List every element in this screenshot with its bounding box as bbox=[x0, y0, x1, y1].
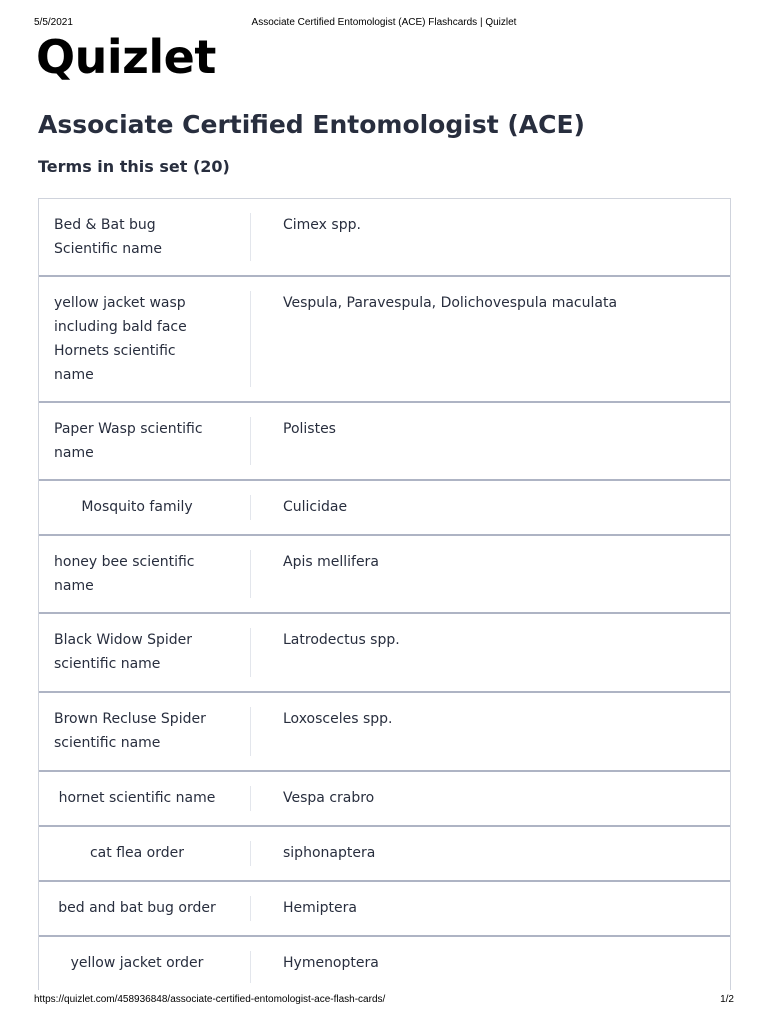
term-row bbox=[39, 772, 730, 827]
terms-heading: Terms in this set (20) bbox=[38, 157, 230, 176]
term-text: cat flea order bbox=[89, 845, 184, 861]
definition-text: Apis mellifera bbox=[283, 554, 379, 570]
term-text: Paper Wasp scientific name bbox=[54, 421, 203, 461]
set-title: Associate Certified Entomologist (ACE) bbox=[38, 110, 585, 139]
term-row bbox=[39, 693, 730, 772]
print-page-title: Associate Certified Entomologist (ACE) Flashcards | Quizlet bbox=[251, 17, 517, 28]
print-date: 5/5/2021 bbox=[34, 17, 73, 28]
page-number: 1/2 bbox=[720, 994, 734, 1005]
print-footer bbox=[34, 994, 734, 1008]
row-divider bbox=[250, 628, 251, 677]
definition-text: Vespa crabro bbox=[283, 790, 375, 806]
definition-text: Hemiptera bbox=[283, 900, 357, 916]
term-text: yellow jacket wasp including bald face Hornets scientific name bbox=[54, 295, 187, 383]
definition-text: Latrodectus spp. bbox=[283, 632, 400, 648]
definition-text: Loxosceles spp. bbox=[283, 711, 393, 727]
term-text: Brown Recluse Spider scientific name bbox=[54, 711, 206, 751]
print-url[interactable]: https://quizlet.com/458936848/associate-certified-entomologist-ace-flash-cards/ bbox=[34, 994, 386, 1005]
row-divider bbox=[250, 495, 251, 520]
terms-table bbox=[38, 198, 731, 990]
term-row bbox=[39, 937, 730, 990]
term-row bbox=[39, 614, 730, 693]
term-text: bed and bat bug order bbox=[58, 900, 216, 916]
row-divider bbox=[250, 213, 251, 261]
row-divider bbox=[250, 786, 251, 811]
row-divider bbox=[250, 707, 251, 756]
term-row bbox=[39, 536, 730, 614]
term-text: Bed & Bat bug Scientific name bbox=[54, 217, 163, 257]
term-text: hornet scientific name bbox=[58, 790, 216, 806]
term-text: Black Widow Spider scientific name bbox=[54, 632, 193, 672]
term-row bbox=[39, 882, 730, 937]
term-row bbox=[39, 277, 730, 403]
row-divider bbox=[250, 841, 251, 866]
definition-text: Culicidae bbox=[283, 499, 348, 515]
row-divider bbox=[250, 951, 251, 983]
row-divider bbox=[250, 550, 251, 598]
term-text: honey bee scientific name bbox=[54, 554, 195, 594]
term-text: Mosquito family bbox=[81, 499, 193, 515]
definition-text: Polistes bbox=[283, 421, 336, 437]
term-row bbox=[39, 199, 730, 277]
definition-text: Vespula, Paravespula, Dolichovespula maculata bbox=[283, 295, 618, 311]
row-divider bbox=[250, 417, 251, 465]
definition-text: Hymenoptera bbox=[283, 955, 379, 971]
quizlet-logo[interactable]: Quizlet bbox=[36, 30, 216, 84]
term-row bbox=[39, 827, 730, 882]
row-divider bbox=[250, 291, 251, 387]
term-text: yellow jacket order bbox=[70, 955, 204, 971]
term-row bbox=[39, 403, 730, 481]
row-divider bbox=[250, 896, 251, 921]
definition-text: siphonaptera bbox=[283, 845, 376, 861]
definition-text: Cimex spp. bbox=[283, 217, 361, 233]
term-row bbox=[39, 481, 730, 536]
